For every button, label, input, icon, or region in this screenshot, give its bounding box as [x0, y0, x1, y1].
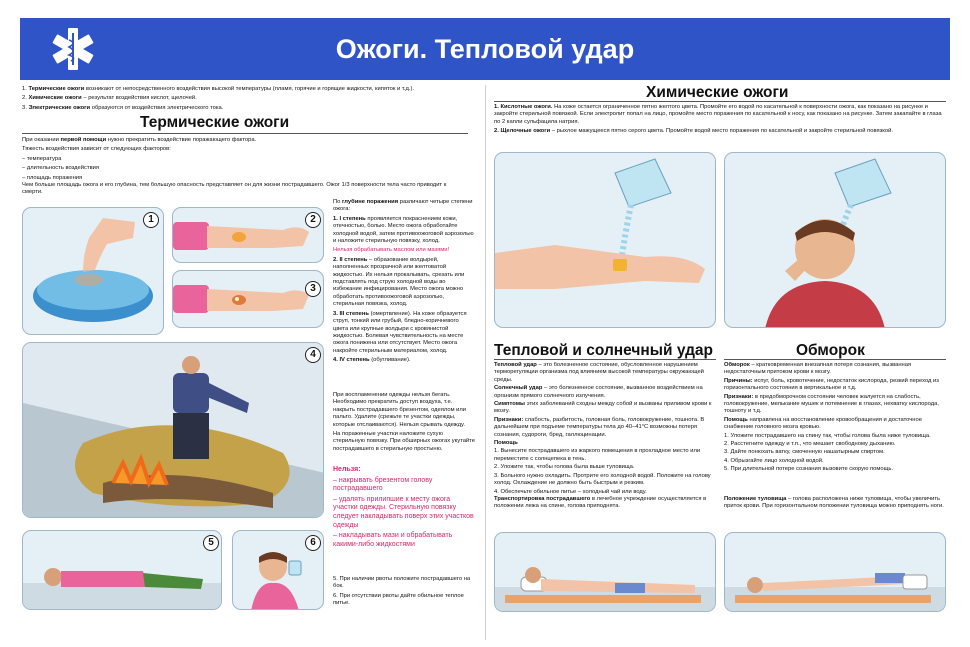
thermal-lead: При оказании первой помощи нужно прекратить воздействие поражающего фактора. Тяжесть воздействия зависит от следующих факторов: – температура – длительность воздействия – площадь поражения — [22, 137, 257, 181]
heatstroke-rule — [494, 359, 716, 360]
head-lowered-illustration — [725, 533, 946, 612]
panel-arm-second-degree — [172, 270, 324, 328]
faint-rule — [724, 359, 946, 360]
transport-text: Транспортировка пострадавшего в лечебное учреждение осуществляется в положении лежа на спине, голова приподнята. — [494, 496, 707, 510]
panel-number-badge: 4 — [305, 347, 321, 363]
panel-smother-fire — [22, 342, 324, 518]
panel-head-raised — [494, 532, 716, 612]
arm-second-degree-illustration — [173, 271, 324, 328]
smother-fire-illustration — [23, 343, 324, 518]
panel-arm-first-degree — [172, 207, 324, 263]
hand-in-water-illustration — [23, 208, 164, 335]
panel-number-badge: 1 — [143, 212, 159, 228]
forbidden-list: Нельзя: – накрывать брезентом голову пострадавшего – удалять прилипшие к месту ожога участки одежды. Стерильную повязку следует накладывать поверх этих участков одежды – накладывать мази и обрабатывать какими-либо жидкостями — [333, 466, 474, 548]
thermal-rule — [22, 133, 468, 134]
no-oil-warning: Нельзя обрабатывать маслом или мазями! — [333, 247, 450, 254]
heatstroke-text: Тепловой удар – это болезненное состояние, обусловленное нарушением терморегуляции организма под влиянием высокой температуры окружающей среды. Солнечный удар – это болезненное состояние, вызванное воздействием на организм прямого солнечного излучения. Симптомы этих заболеваний сходны между собой и вызваны приливом крови к мозгу. Признаки: слабость, разбитость, головная боль, головокружение, тошнота. В дальнейшем при подъеме температуры тела до 40–41°С возможны потеря сознания, судороги, бред, галлюцинации. Помощь 1. Вынесите пострадавшего из жаркого помещения в прохладное место или переместите с солнцепека в тень. 2. Уложите так, чтобы голова была выше туловища. 3. Больного нужно охладить. Протрите его холодной водой. Положите на голову холод. Охлаждение не должно быть быстрым и резким. 4. Обеспечьте обильное питье – холодный чай или воду. — [494, 362, 712, 495]
faint-text: Обморок – кратковременная внезапная потеря сознания, вызванная недостаточным притоком крови к мозгу. Причины: испуг, боль, кровотечение, недостаток кислорода, резкий переход из горизонтального состояния в вертикальное и т.д. Признаки: в предобморочном состоянии человек жалуется на слабость, головокружение, мелькание мушек и потемнение в глазах, нехватку кислорода, тошноту и т.д. Помощь направлена на восстановление кровообращения и достаточное снабжение головного мозга кровью. 1. Уложите пострадавшего на спину так, чтобы голова была ниже туловища. 2. Расстегните одежду и т.п., что мешает свободному дыханию. 3. Дайте понюхать ватку, смоченную нашатырным спиртом. 4. Обрызгайте лицо холодной водой. 5. При длительной потере сознания вызовите скорую помощь. — [724, 362, 939, 473]
panel-number-badge: 6 — [305, 535, 321, 551]
faint-title: Обморок — [796, 342, 865, 359]
burn-degrees-text: По глубине поражения различают четыре степени ожога: 1. I степень проявляется покраснением кожи, отечностью, болью. Место ожога обработайте холодной водой, затем противоожоговой аэрозолью и наложите стерильную повязку, холод. Нельзя обрабатывать маслом или мазями! 2. II степень – образование волдырей, наполненных прозрачной или желтоватой жидкостью. Их нельзя прокалывать, срезать или подставлять под струю холодной воды во избежание инфицирования. Место ожога можно обработать противоожоговой аэрозолью, стерильная повязка, холод. 3. III степень (омертвление). На коже образуется струп, тонкий или грубый, бледно-коричневого цвета или крупные волдыри с кровянистой жидкостью. Болевая чувствительность на месте ожога понижена или отсутствует. Место ожога накройте стерильным материалом, холод. 4. IV степень (обугливание). — [333, 199, 474, 364]
recovery-position-illustration — [23, 531, 222, 610]
panel-recovery-position — [22, 530, 222, 610]
area-note: Чем больше площадь ожога и его глубина, тем большую опасность представляет он для жизни пострадавшего. Ожог 1/3 поверхности тела часто приводит к смерти. — [22, 182, 447, 196]
panel-warm-drink — [232, 530, 324, 610]
panel-hand-in-water — [22, 207, 164, 335]
panel-head-lowered — [724, 532, 946, 612]
heatstroke-title: Тепловой и солнечный удар — [494, 342, 713, 359]
fire-instructions: При воспламенении одежды нельзя бегать. Необходимо прекратить доступ воздуха, т.е. накрыть пострадавшего брезентом, одеялом или пальто. Удалите (срежьте те участки одежды, которые отслаиваются). Нельзя срывать одежду. На пораженные участки наложите сухую стерильную повязку. При обширных ожогах укутайте пострадавшего в стерильную простыню. — [333, 392, 475, 452]
header-bar — [20, 18, 950, 80]
panel-number-badge: 3 — [305, 281, 321, 297]
thermal-title: Термические ожоги — [140, 114, 290, 131]
intro-list: 1. Термические ожоги возникают от непосредственного воздействия высокой температуры (пламя, горячие и горящие жидкости, кипяток и т.д.). 2. Химические ожоги – результат воздействия кислот, щелочей. 3. Электрические ожоги образуются от воздействия электрического тока. — [22, 86, 414, 111]
column-divider — [485, 85, 486, 640]
arm-first-degree-illustration — [173, 208, 324, 263]
head-raised-illustration — [495, 533, 716, 612]
panel-number-badge: 5 — [203, 535, 219, 551]
body-position-text: Положение туловища – голова расположена ниже туловища, чтобы увеличить приток крови. При горизонтальном положении туловища можно приподнять ноги. — [724, 496, 944, 510]
chemical-title: Химические ожоги — [646, 84, 789, 101]
page-title: Ожоги. Тепловой удар — [335, 34, 635, 64]
chemical-rule — [494, 101, 946, 102]
rinse-hand-illustration — [495, 153, 716, 328]
panel-rinse-hand — [494, 152, 716, 328]
panel-rinse-face — [724, 152, 946, 328]
drink-steps: 5. При наличии рвоты положите пострадавшего на бок. 6. При отсутствии рвоты дайте обильное теплое питье. — [333, 576, 471, 607]
chemical-text: 1. Кислотные ожоги. На коже остается ограниченное пятно желтого цвета. Промойте его водой по касательной к поверхности ожога, как показано на рисунке и закройте стерильной повязкой. Если электролит попал на лицо, промойте место поражения по касательной к носу, как показано на рисунке. Затем закапайте в глаза по 2 капли сульфацила натрия. 2. Щелочные ожоги – рыхлое мажущееся пятно серого цвета. Промойте водой место поражения по касательной и закройте стерильной повязкой. — [494, 104, 942, 135]
rinse-face-illustration — [725, 153, 946, 328]
panel-number-badge: 2 — [305, 212, 321, 228]
